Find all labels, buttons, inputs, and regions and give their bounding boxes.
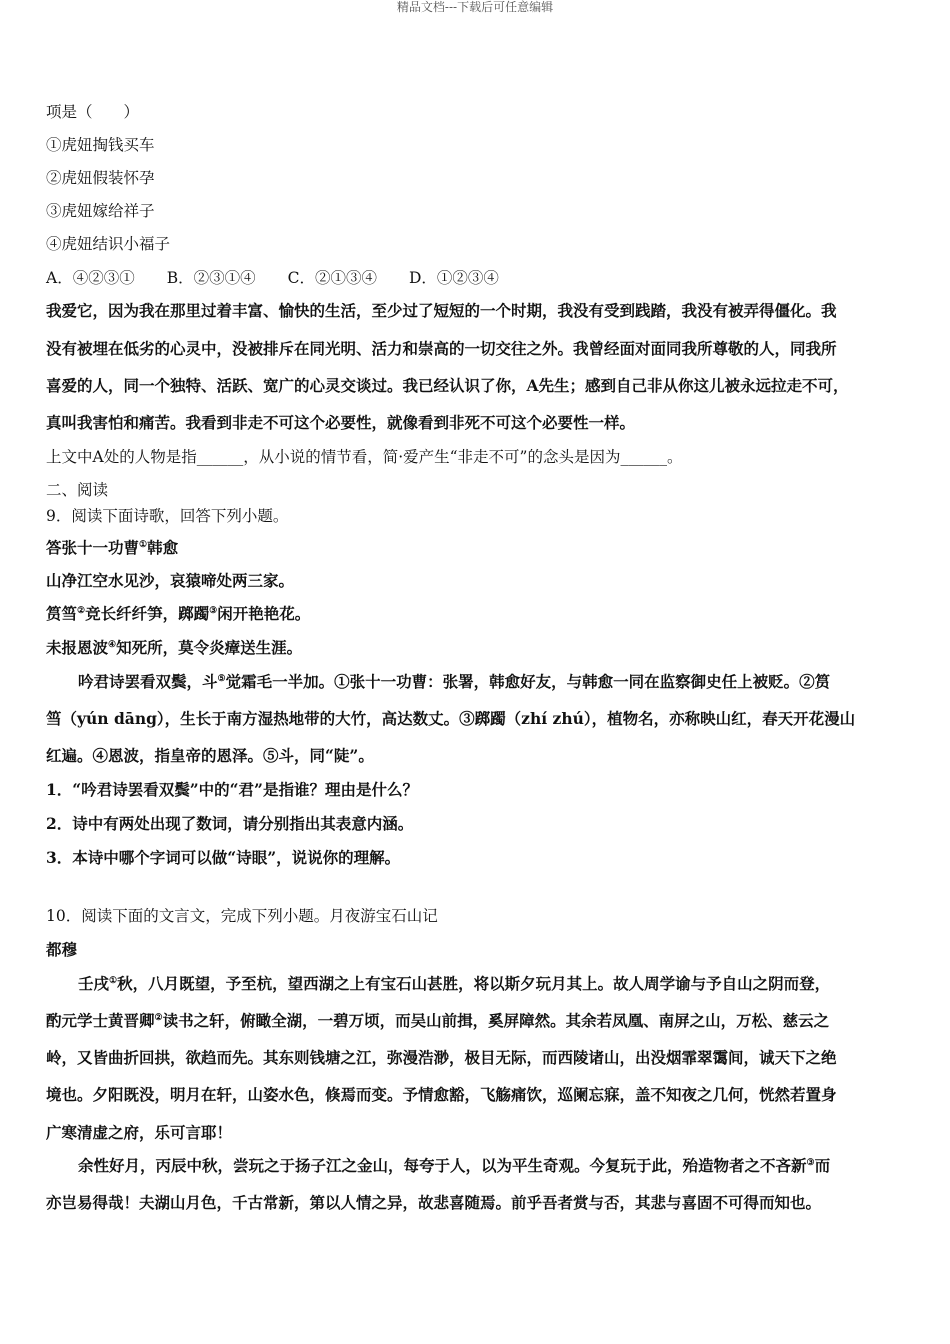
option-b: B．②③①④ [166, 269, 256, 287]
paragraph-line: 余性好月，丙辰中秋，尝玩之于扬子江之金山，每夸于人，以为平生奇观。今复玩于此，殆造物者之不吝新③而 [78, 1156, 831, 1175]
option-c: C．②①③④ [287, 269, 377, 287]
section-heading: 二、阅读 [46, 481, 109, 499]
text-author: 都穆 [46, 940, 78, 959]
page-header: 精品文档---下载后可任意编辑 [396, 0, 554, 14]
list-item: ④虎妞结识小福子 [46, 235, 171, 253]
paragraph-line: 岭，又皆曲折回拱，欲趋而先。其东则钱塘之江，弥漫浩渺，极目无际，而西陵诸山，出没烟霏翠霭间，诚天下之绝 [46, 1048, 837, 1067]
question-stem: 项是（ ） [46, 103, 140, 121]
paragraph-line: 广寒清虚之府，乐可言耶！ [46, 1123, 233, 1142]
option-d: D．①②③④ [408, 269, 499, 287]
sub-question: 3．本诗中哪个字词可以做“诗眼”，说说你的理解。 [46, 848, 401, 867]
question-title: 9．阅读下面诗歌，回答下列小题。 [46, 507, 289, 525]
list-item: ②虎妞假装怀孕 [46, 169, 155, 187]
answer-options [46, 268, 906, 288]
sub-question: 2．诗中有两处出现了数词，请分别指出其表意内涵。 [46, 814, 414, 833]
passage-line: 真叫我害怕和痛苦。我看到非走不可这个必要性，就像看到非死不可这个必要性一样。 [46, 413, 636, 432]
list-item: ③虎妞嫁给祥子 [46, 202, 155, 220]
poem-line: 山净江空水见沙，哀猿啼处两三家。 [46, 571, 295, 590]
poem-title: 答张十一功曹①韩愈 [46, 538, 179, 557]
passage-line: 我爱它，因为我在那里过着丰富、愉快的生活，至少过了短短的一个时期，我没有受到践踏，我没有被弄得僵化。我 [46, 301, 837, 320]
poem-notes: 筜（yún dāng），生长于南方湿热地带的大竹，高达数丈。③踯躅（zhí zhú），植物名，亦称映山红，春天开花漫山 [46, 709, 856, 728]
paragraph-line: 境也。夕阳既没，明月在轩，山姿水色，倏焉而变。予情愈豁，飞觞痛饮，巡阑忘寐，盖不知夜之几何，恍然若置身 [46, 1085, 837, 1104]
poem-line: 筼筜②竞长纤纤笋，踯躅③闲开艳艳花。 [46, 604, 311, 623]
passage-line: 喜爱的人，同一个独特、活跃、宽广的心灵交谈过。我已经认识了你，A先生；感到自己非从你这儿被永远拉走不可， [46, 376, 849, 395]
paragraph-line: 壬戌①秋，八月既望，予至杭，望西湖之上有宝石山甚胜，将以斯夕玩月其上。故人周学谕与予自山之阴而登， [78, 974, 831, 993]
paragraph-line: 亦岂易得哉！夫湖山月色，千古常新，第以人情之异，故悲喜随焉。前乎吾者赏与否，其悲与喜固不可得而知也。 [46, 1193, 822, 1212]
paragraph-line: 酌元学士黄晋卿②读书之轩，俯瞰全湖，一碧万顷，而吴山前揖，奚屏障然。其余若凤凰、南屏之山，万松、慈云之 [46, 1011, 830, 1030]
sub-question: 1．“吟君诗罢看双鬓”中的“君”是指谁？理由是什么？ [46, 780, 418, 799]
fill-blank-question: 上文中A处的人物是指______，从小说的情节看，简·爱产生“非走不可”的念头是因为______。 [46, 448, 683, 466]
question-title: 10．阅读下面的文言文，完成下列小题。月夜游宝石山记 [46, 907, 438, 925]
option-a: A．④②③① [46, 269, 135, 287]
passage-line: 没有被埋在低劣的心灵中，没被排斥在同光明、活力和崇高的一切交往之外。我曾经面对面同我所尊敬的人，同我所 [46, 339, 837, 358]
poem-notes: 红遍。④恩波，指皇帝的恩泽。⑤斗，同“陡”。 [46, 746, 374, 765]
list-item: ①虎妞掏钱买车 [46, 136, 155, 154]
poem-line: 未报恩波④知死所，莫令炎瘴送生涯。 [46, 638, 303, 657]
poem-notes: 吟君诗罢看双鬓，斗⑤觉霜毛一半加。①张十一功曹：张署，韩愈好友，与韩愈一同在监察御史任上被贬。②筼 [78, 672, 831, 691]
